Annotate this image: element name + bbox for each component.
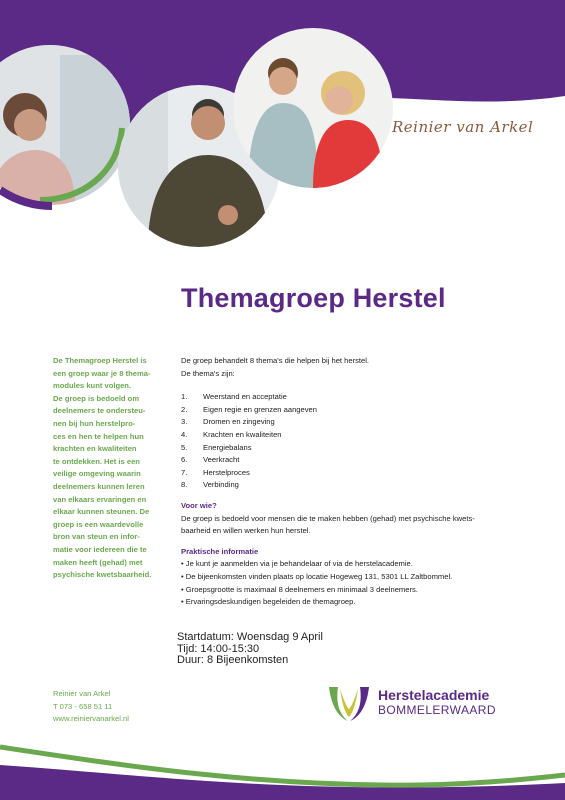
page-title: Themagroep Herstel xyxy=(181,283,446,313)
intro-line: bron van steun en infor- xyxy=(53,532,140,542)
intro-line: modules kunt volgen. xyxy=(53,381,132,391)
reinier-van-arkel-logo: Reinier van Arkel xyxy=(392,118,534,136)
contact-phone: T 073 - 658 51 11 xyxy=(53,701,113,711)
intro-line: van elkaars ervaringen en xyxy=(53,494,147,504)
praktische-informatie-list xyxy=(181,558,526,608)
voor-wie-text-2: baarheid en willen werken hun herstel. xyxy=(181,526,311,536)
herstelacademie-icon xyxy=(326,683,372,723)
brand-name: Herstelacademie xyxy=(378,687,490,703)
contact-name: Reinier van Arkel xyxy=(53,689,111,698)
intro-line: nen bij hun herstelpro- xyxy=(53,418,136,428)
contact-block xyxy=(53,688,129,726)
intro-line: De groep is bedoeld om xyxy=(53,393,140,403)
intro-line: veilige omgeving waarin xyxy=(53,469,141,479)
startdatum: Startdatum: Woensdag 9 April xyxy=(177,631,323,643)
list-item: 6. Veerkracht xyxy=(181,455,240,465)
intro-line: deelnemers te ondersteu- xyxy=(53,406,146,416)
list-item: 3. Dromen en zingeving xyxy=(181,417,275,427)
intro-line: ces en hen te helpen hun xyxy=(53,431,144,441)
intro-line: De Themagroep Herstel is xyxy=(53,356,147,365)
main-content xyxy=(181,355,526,609)
voor-wie-text-1: De groep is bedoeld voor mensen die te maken hebben (gehad) met psychische kwets- xyxy=(181,513,475,523)
intro-line: maken heeft (gehad) met xyxy=(53,557,143,567)
intro-line: te ontdekken. Het is een xyxy=(53,456,140,466)
list-item: 8. Verbinding xyxy=(181,480,239,490)
duur: Duur: 8 Bijeenkomsten xyxy=(177,654,289,667)
schedule-block xyxy=(177,632,323,667)
intro-line: matie voor iedereen die te xyxy=(53,544,147,554)
photo-couple-conversation xyxy=(233,28,393,188)
list-item: 1. Weerstand en acceptatie xyxy=(181,392,287,402)
list-item: 2. Eigen regie en grenzen aangeven xyxy=(181,404,317,414)
voor-wie-heading: Voor wie? xyxy=(181,500,217,510)
list-item: 5. Energiebalans xyxy=(181,442,252,452)
intro-line: deelnemers kunnen leren xyxy=(53,481,145,491)
list-item: • Je kunt je aanmelden via je behandelaar of via de herstelacademie. xyxy=(181,559,413,569)
intro-text xyxy=(53,355,160,582)
footer-wave xyxy=(0,735,565,800)
tijd: Tijd: 14:00-15:30 xyxy=(177,642,260,655)
themes-intro: De groep behandelt 8 thema's die helpen bij het herstel. xyxy=(181,356,370,365)
intro-line: krachten en kwaliteiten xyxy=(53,444,137,454)
herstelacademie-logo xyxy=(326,683,496,723)
themes-list xyxy=(181,391,526,492)
list-item: • Groepsgrootte is maximaal 8 deelnemers en minimaal 3 deelnemers. xyxy=(181,584,418,594)
themes-intro-2: De thema's zijn: xyxy=(181,368,235,378)
intro-line: een groep waar je 8 thema- xyxy=(53,368,151,378)
list-item: • De bijeenkomsten vinden plaats op locatie Hogeweg 131, 5301 LL Zaltbommel. xyxy=(181,571,453,581)
list-item: 4. Krachten en kwaliteiten xyxy=(181,429,282,439)
brand-region: BOMMELERWAARD xyxy=(378,703,496,717)
intro-line: groep is een waardevolle xyxy=(53,519,144,529)
list-item: • Ervaringsdeskundigen begeleiden de themagroep. xyxy=(181,597,356,607)
intro-line: psychische kwetsbaarheid. xyxy=(53,570,152,580)
praktische-informatie-heading: Praktische informatie xyxy=(181,546,259,556)
list-item: 7. Herstelproces xyxy=(181,467,250,477)
contact-website[interactable]: www.reiniervanarkel.nl xyxy=(53,714,129,724)
intro-line: elkaar kunnen steunen. De xyxy=(53,507,150,517)
green-arc-left xyxy=(0,120,130,210)
